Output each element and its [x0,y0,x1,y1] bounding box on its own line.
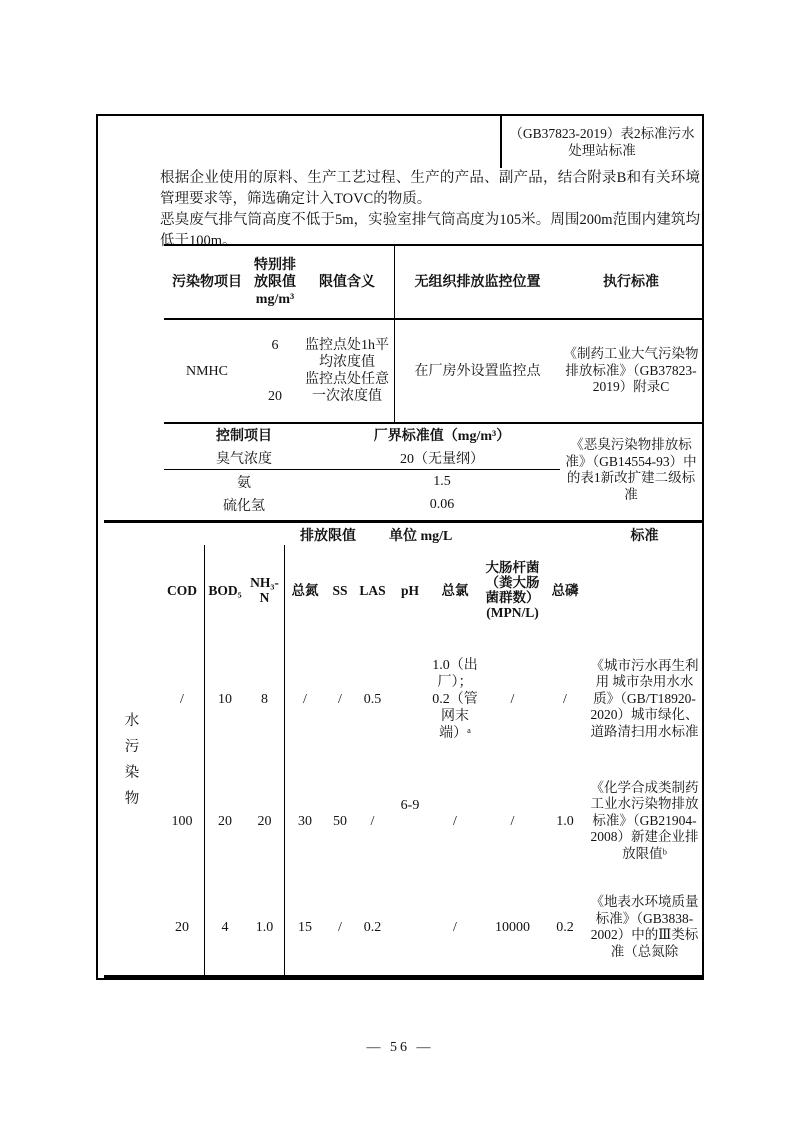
water-cell-ph-merged: 6-9 [400,797,420,813]
water-col-cod [160,545,205,975]
column-header-special-limit [250,246,300,318]
column-header-total-cl: 总氯 [441,582,469,598]
water-cell-totalcl-r3: / [453,919,457,935]
water-cell-ss-r1: / [338,691,342,707]
odor-value: 1.5 [433,473,451,489]
water-cell-ss-r3: / [338,919,342,935]
water-cell-nh3n-r3: 1.0 [255,919,274,935]
column-header-cod: COD [167,582,197,598]
limit-value-1: 6 [271,338,279,353]
water-cell-cod-r3: 20 [175,919,189,935]
odor-header-boundary-value: 厂界标准值（mg/m³） [373,429,511,444]
water-cell-totalcl-r1: 1.0（出厂）；0.2（管网末端）ᵃ [432,657,478,741]
water-cell-las-r3: 0.2 [363,919,382,935]
intro-paragraph-1: 根据企业使用的原料、生产工艺过程、生产的产品、副产品，结合附录B和有关环境管理要求等，筛选确定计入TOVC的物质。 [160,170,700,207]
water-cell-bod5-r2: 20 [218,813,232,829]
odor-item: 臭气浓度 [216,451,272,467]
page-border [96,114,704,980]
water-standard-r3: 《地表水环境质量标准》（GB3838-2002）中的Ⅲ类标准（总氮除 [590,894,699,959]
limit-header-unit: mg/m³ [255,291,295,307]
water-col-tn [285,545,325,975]
water-cell-tp-r1: / [563,691,567,707]
continued-table-cell: （GB37823-2019）表2标准污水处理站标准 [500,116,702,168]
water-title-limit: 排放限值 [300,529,356,544]
odor-row-h2s [164,493,560,516]
water-cell-tn-r3: 15 [298,919,312,935]
water-table-title-row [104,523,704,545]
air-standard-cell: 《制药工业大气污染物排放标准》（GB37823-2019）附录C [563,346,699,395]
column-header-pollutant: 污染物项目 [172,274,242,290]
water-col-total-cl [430,545,480,975]
water-cell-coliform-r1: / [510,691,515,707]
limit-meaning-cell [300,320,395,422]
water-col-nh3n [245,545,285,975]
odor-table-left [164,424,560,516]
air-table-header-row [164,244,702,320]
column-header-las: LAS [359,582,386,598]
column-header-coliform: 大肠杆菌（粪大肠菌群数）(MPN/L) [485,560,540,620]
water-cell-nh3n-r1: 8 [261,691,268,707]
limit-header-text: 特别排放限值 [254,257,296,290]
water-col-ss [325,545,355,975]
water-standard-r2: 《化学合成类制药工业水污染物排放标准》（GB21904-2008）新建企业排放限值ᵇ [590,779,699,861]
water-cell-tp-r2: 1.0 [556,813,574,829]
nmhc-row [164,320,702,424]
water-col-coliform [480,545,545,975]
odor-value: 20（无量纲） [400,451,484,467]
odor-item: 氨 [237,475,251,491]
intro-paragraphs [160,168,700,252]
water-cell-cod-r2: 100 [171,813,193,829]
water-cell-tp-r3: 0.2 [556,919,574,935]
column-header-nh3n: NH₃-N [250,575,279,605]
column-header-limit-meaning: 限值含义 [300,246,395,318]
odor-header-row [164,424,560,446]
monitoring-location-cell: 在厂房外设置监控点 [414,363,541,379]
limit-value-2: 20 [268,389,282,404]
water-col-standard [585,545,704,975]
water-title-standard: 标准 [630,529,659,544]
column-header-bod5: BOD₅ [208,582,242,598]
odor-value: 0.06 [429,496,455,512]
odor-item: 硫化氢 [223,498,265,514]
air-pollutant-table [164,244,702,516]
limit-meaning-1: 监控点处1h平均浓度值 [305,338,389,370]
water-cell-ss-r2: 50 [333,813,347,829]
water-category-label: 水污染物 [124,713,140,807]
odor-standard-cell: 《恶臭污染物排放标准》（GB14554-93）中的表1新改扩建二级标准 [565,437,697,502]
water-standard-r1: 《城市污水再生利用 城市杂用水水质》（GB/T18920-2020）城市绿化、道路清扫用水标准 [590,657,699,739]
water-col-bod5 [205,545,245,975]
water-pollutant-table [104,520,704,978]
odor-row-ammonia [164,470,560,493]
odor-table [164,424,702,516]
water-col-ph [390,545,430,975]
water-cell-bod5-r1: 10 [218,691,232,707]
column-header-fugitive-monitoring: 无组织排放监控位置 [414,274,541,290]
water-category-cell [104,545,160,975]
water-col-las [355,545,390,975]
column-header-executed-standard: 执行标准 [603,274,659,290]
odor-row-concentration [164,446,560,470]
water-cell-nh3n-r2: 20 [257,813,272,829]
limit-values-cell [250,320,300,422]
intro-paragraph-2: 恶臭废气排气筒高度不低于5m，实验室排气筒高度为105米。周围200m范围内建筑均低于100m。 [160,212,700,249]
water-cell-las-r1: 0.5 [363,691,382,707]
water-cell-tn-r2: 30 [298,813,312,829]
column-header-ss: SS [332,582,348,598]
water-table-grid [104,545,704,975]
pollutant-name-cell: NMHC [185,363,228,379]
odor-header-item: 控制项目 [216,429,272,444]
water-title-unit: 单位 mg/L [389,529,453,544]
column-header-tp: 总磷 [551,582,579,598]
column-header-ph: pH [400,582,419,598]
water-cell-totalcl-r2: / [453,813,457,829]
column-header-standard-empty [585,545,704,635]
water-cell-coliform-r2: / [510,813,515,829]
water-col-tp [545,545,585,975]
water-cell-tn-r1: / [303,691,307,707]
column-header-tn: 总氮 [291,582,319,598]
limit-meaning-2: 监控点处任意一次浓度值 [305,372,389,404]
water-cell-las-r2: / [370,813,375,829]
page-number: — 56 — [366,1040,434,1055]
water-cell-cod-r1: / [180,691,184,707]
water-cell-coliform-r3: 10000 [495,919,530,935]
water-cell-bod5-r3: 4 [221,919,229,935]
